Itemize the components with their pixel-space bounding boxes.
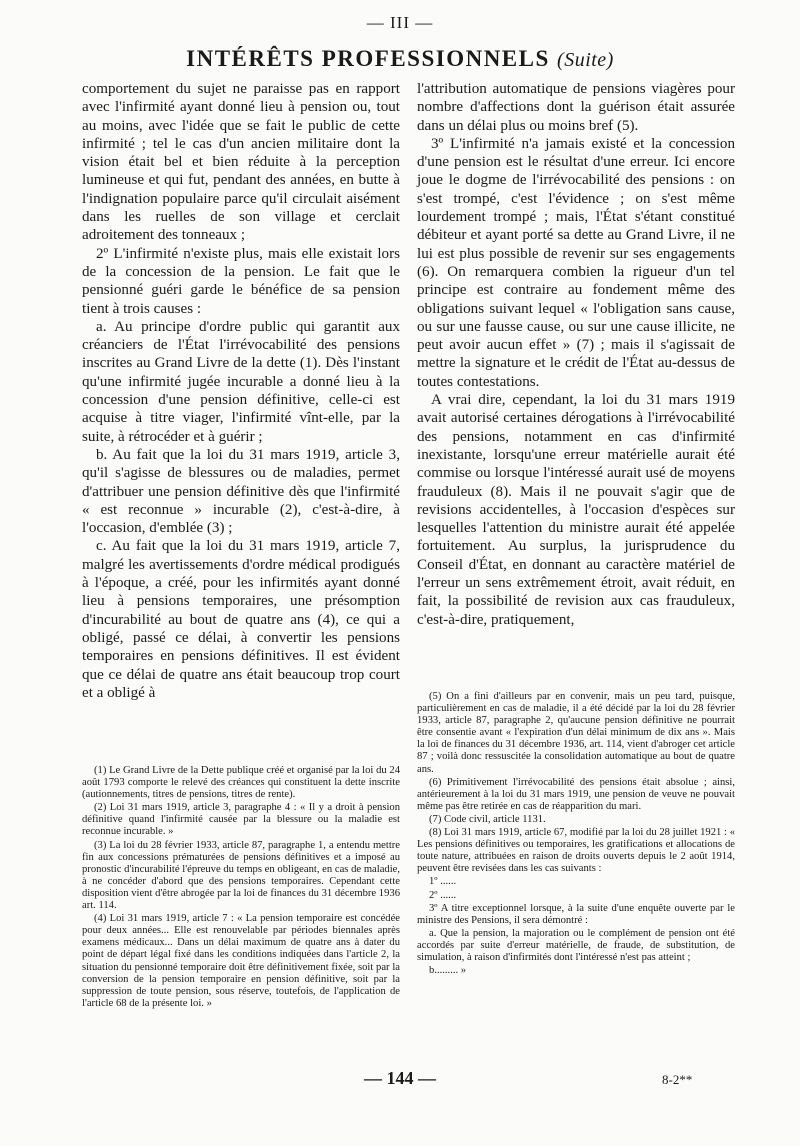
section-title: INTÉRÊTS PROFESSIONNELS <box>186 46 550 71</box>
footnote: 1º ...... <box>429 876 457 888</box>
body-paragraph: b. Au fait que la loi du 31 mars 1919, article 3, qu'il s'agisse de blessures ou de maladies, permet d'attribuer une pension définitive dès que l'infirmité « est reconnue » incurable (2), c'est-à-dire, à l'occasion, d'emblée (3) ; <box>82 446 400 537</box>
footnote: (1) Le Grand Livre de la Dette publique créé et organisé par la loi du 24 août 1793 comporte le relevé des créances qui constituent la dette inscrite (autionnements, titres de pensions, titres de rente). <box>82 765 400 801</box>
footnote: b......... » <box>429 965 467 977</box>
left-column <box>82 80 400 702</box>
footnote: (6) Primitivement l'irrévocabilité des pensions était absolue ; ainsi, antérieurement à la loi du 31 mars 1919, une pension de veuve ne pouvait même pas être retirée en cas de réapparition du mari. <box>417 776 735 812</box>
body-paragraph: c. Au fait que la loi du 31 mars 1919, article 7, malgré les avertissements d'ordre médical prodigués à l'époque, a créé, pour les infirmités ayant donné lieu à pensions temporaires, une présomption d'incurabilité au bout de quatre ans (4), ce qui a obligé, passé ce délai, à convertir les pensions temporaires en pensions définitives. Il est évident que ce délai de quatre ans était beaucoup trop court et a obligé à <box>82 538 400 701</box>
footnote: (7) Code civil, article 1131. <box>429 813 546 825</box>
footnote: (3) La loi du 28 février 1933, article 87, paragraphe 1, a entendu mettre fin aux concessions prématurées de pensions définitives et a imposé au pronostic d'incurabilité l'épreuve du temps en obligeant, en cas de maladie, à ne concéder d'abord que des pensions temporaires. Cependant cette disposition vient d'être abrogée par la loi de finances du 31 décembre 1936 art. 114. <box>82 839 400 912</box>
right-column <box>417 80 735 629</box>
printer-signature: 8-2** <box>662 1072 693 1087</box>
body-paragraph: a. Au principe d'ordre public qui garantit aux créanciers de l'État l'irrévocabilité des pensions inscrites au Grand Livre de la dette (1). Dès l'instant qu'une infirmité jugée incurable a donné lieu à la concession d'une pension définitive, celle-ci est acquise à titre viager, l'infirmité vînt-elle, par la suite, à rétrocéder et à guérir ; <box>82 318 400 445</box>
body-paragraph: comportement du sujet ne paraisse pas en rapport avec l'infirmité ayant donné lieu à pension ou, tout au moins, avec l'idée que se fait le public de cette infirmité ; tel le cas d'un ancien militaire dont la vision était bel et bien réduite à la perception lumineuse et qui fut, pendant des années, en butte à l'indignation populaire parce qu'il circulait aisément dans les ruelles de son village et cerclait adroitement des tonneaux ; <box>82 81 400 244</box>
section-page-number: — III — <box>366 13 434 32</box>
body-paragraph: 3º L'infirmité n'a jamais existé et la concession d'une pension est le résultat d'une erreur. Ici encore joue le dogme de l'irrévocabilité des pensions : on s'est trompé, c'est l'évidence ; on s'est même lourdement trompé ; mais, l'État s'étant constitué débiteur et ayant porté sa dette au Grand Livre, il ne lui est plus possible de revenir sur ses engagements (6). On remarquera combien la rigueur d'un tel principe est contraire au fondement même des obligations suivant lequel « l'obligation sans cause, ou sur une fausse cause, ou sur une cause illicite, ne peut avoir aucun effet » (7) ; mais il s'agissait de mettre la signature et le crédit de l'État au-dessus de toutes contestations. <box>417 135 735 390</box>
page-title <box>0 46 800 72</box>
footnote: (8) Loi 31 mars 1919, article 67, modifié par la loi du 28 juillet 1921 : « Les pensions définitives ou temporaires, les gratifications et allocations de toute nature, attribuées en raison de droits ouverts depuis le 2 août 1914, peuvent être revisées dans les cas suivants : <box>417 827 735 875</box>
footnote: 3º A titre exceptionnel lorsque, à la suite d'une enquête ouverte par le ministre des Pensions, il sera démontré : <box>417 902 735 926</box>
page-number: — 144 — <box>364 1068 436 1088</box>
body-paragraph: A vrai dire, cependant, la loi du 31 mars 1919 avait autorisé certaines dérogations à l'irrévocabilité des pensions, notamment en cas d'infirmité inexistante, lorsqu'une erreur matérielle aurait été commise ou lorsque l'intéressé aurait usé de moyens frauduleux (8). Mais il ne pouvait s'agir que de revisions accidentelles, à l'occasion d'espèces sur lesquelles l'attention du ministre aurait été appelée fortuitement. Au surplus, la jurisprudence du Conseil d'État, en donnant au caractère matériel de l'erreur un sens extrêmement étroit, avait réduit, en fait, la possibilité de revision aux cas frauduleux, c'est-à-dire, pratiquement, <box>417 392 735 628</box>
title-suffix: (Suite) <box>557 49 614 71</box>
right-footnotes <box>417 691 735 978</box>
footnote: (2) Loi 31 mars 1919, article 3, paragraphe 4 : « Il y a droit à pension définitive quand l'infirmité causée par la blessure ou la maladie est reconnue incurable. » <box>82 802 400 838</box>
footnote: 2º ...... <box>429 889 457 901</box>
footnote: (5) On a fini d'ailleurs par en convenir, mais un peu tard, puisque, particulièrement en cas de maladie, il a été décidé par la loi du 28 février 1933, article 87, paragraphe 2, qu'aucune pension définitive ne pourrait être consentie avant « l'expiration d'un délai minimum de dix ans ». Mais la loi de finances du 31 décembre 1936, art. 114, vient d'abroger cet article 87 ; voilà donc ressuscitée la consolidation automatique au bout de quatre ans. <box>417 691 735 775</box>
body-paragraph: l'attribution automatique de pensions viagères pour nombre d'affections dont la guérison était assurée dans un délai plus ou moins bref (5). <box>417 81 735 134</box>
footnote: (4) Loi 31 mars 1919, article 7 : « La pension temporaire est concédée pour deux années... Elle est renouvelable par périodes biennales après examens médicaux... Dans un délai maximum de quatre ans à dater du point de départ légal fixé dans les conditions indiquées dans l'article 2, la situation du pensionné temporaire doit être définitivement fixée, soit par la conversion de la pension temporaire en pension définitive, soit par la suppression de toute pension, sous réserve, toutefois, de l'application de l'article 68 de la présente loi. » <box>82 913 400 1009</box>
body-paragraph: 2º L'infirmité n'existe plus, mais elle existait lors de la concession de la pension. Le fait que le pensionné guéri garde le bénéfice de sa pension tient à trois causes : <box>82 245 400 317</box>
footnote: a. Que la pension, la majoration ou le complément de pension ont été accordés par suite d'erreur matérielle, de fraude, de substitution, de simulation, à raison d'infirmités dont l'intéressé n'est pas atteint ; <box>417 927 735 963</box>
left-footnotes <box>82 765 400 1011</box>
